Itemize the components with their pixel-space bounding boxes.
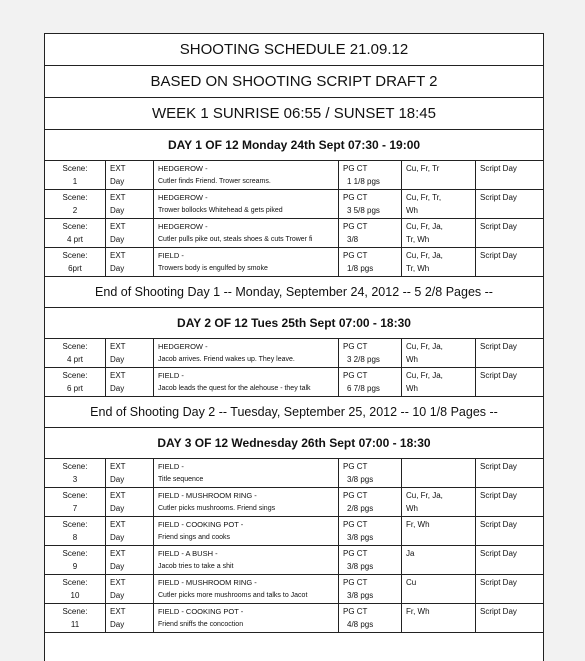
cast-line: Cu, Fr, Ja,: [406, 342, 443, 351]
scene-row: [45, 517, 543, 546]
scene-label: Scene:: [62, 342, 88, 351]
time-of-day: Day: [110, 533, 125, 542]
scene-location: FIELD - COOKING POT -: [158, 520, 244, 529]
int-ext-cell: [106, 339, 153, 367]
script-day-cell: [476, 459, 543, 487]
page-count: 3/8: [347, 235, 359, 244]
description-cell: [154, 161, 338, 189]
script-day: Script Day: [480, 164, 517, 173]
description-cell: [154, 604, 338, 632]
script-day: Script Day: [480, 251, 517, 260]
pg-ct-label: PG CT: [343, 371, 368, 380]
int-ext-cell: [106, 575, 153, 603]
scene-row: [45, 248, 543, 277]
int-ext-cell: [106, 459, 153, 487]
scene-label: Scene:: [62, 462, 88, 471]
scene-row: [45, 459, 543, 488]
cast-line: Fr, Wh: [406, 520, 430, 529]
scene-synopsis: Title sequence: [158, 476, 204, 483]
cast-line: Cu, Fr, Ja,: [406, 491, 443, 500]
description-cell: [154, 219, 338, 247]
scene-number-cell: [45, 161, 106, 189]
int-ext: EXT: [110, 342, 126, 351]
page-count: 3/8 pgs: [347, 475, 374, 484]
cast-cell: [402, 368, 475, 396]
cast-cell: [402, 459, 475, 487]
scene-number: 6 prt: [66, 384, 83, 393]
time-of-day: Day: [110, 355, 125, 364]
cast-cell: [402, 339, 475, 367]
description-cell: [154, 517, 338, 545]
int-ext-cell: [106, 517, 153, 545]
int-ext: EXT: [110, 222, 126, 231]
scene-number: 4 prt: [66, 235, 83, 244]
scene-synopsis: Cutler pulls pike out, steals shoes & cuts Trower fi: [158, 236, 313, 243]
page-count-cell: [339, 517, 401, 545]
scene-location: HEDGEROW -: [158, 222, 208, 231]
time-of-day: Day: [110, 264, 125, 273]
scene-row: [45, 488, 543, 517]
scene-number-cell: [45, 488, 106, 516]
script-day-cell: [476, 339, 543, 367]
int-ext-cell: [106, 546, 153, 574]
scene-number: 6prt: [68, 264, 82, 273]
script-day: Script Day: [480, 607, 517, 616]
pg-ct-label: PG CT: [343, 462, 368, 471]
pg-ct-label: PG CT: [343, 520, 368, 529]
time-of-day: Day: [110, 562, 125, 571]
week-sun-times: WEEK 1 SUNRISE 06:55 / SUNSET 18:45: [45, 98, 543, 130]
int-ext: EXT: [110, 251, 126, 260]
page-count: 6 7/8 pgs: [347, 384, 380, 393]
cast-line: Cu: [406, 578, 417, 587]
page-count-cell: [339, 219, 401, 247]
scene-label: Scene:: [62, 193, 88, 202]
script-day-cell: [476, 161, 543, 189]
scene-row: [45, 161, 543, 190]
page-count: 1 1/8 pgs: [347, 177, 380, 186]
page-count-cell: [339, 488, 401, 516]
script-day: Script Day: [480, 462, 517, 471]
scene-number-cell: [45, 248, 106, 276]
scene-label: Scene:: [62, 251, 88, 260]
description-cell: [154, 368, 338, 396]
scene-row: [45, 575, 543, 604]
script-day-cell: [476, 604, 543, 632]
page-count-cell: [339, 161, 401, 189]
scene-row: [45, 368, 543, 397]
scene-details: [106, 604, 543, 632]
script-draft-line: BASED ON SHOOTING SCRIPT DRAFT 2: [45, 66, 543, 98]
int-ext: EXT: [110, 491, 126, 500]
scene-details: [106, 161, 543, 189]
pg-ct-label: PG CT: [343, 607, 368, 616]
cast-line: Cu, Fr, Ja,: [406, 222, 443, 231]
description-cell: [154, 488, 338, 516]
script-day: Script Day: [480, 491, 517, 500]
scene-number: 9: [72, 562, 78, 571]
scene-number: 4 prt: [66, 355, 83, 364]
cast-cell: [402, 190, 475, 218]
description-cell: [154, 190, 338, 218]
page-count: 3 2/8 pgs: [347, 355, 380, 364]
cast-line: Wh: [406, 206, 418, 215]
cast-cell: [402, 546, 475, 574]
script-day: Script Day: [480, 342, 517, 351]
scene-location: FIELD -: [158, 371, 184, 380]
day-title: DAY 2 OF 12 Tues 25th Sept 07:00 - 18:30: [45, 308, 543, 339]
time-of-day: Day: [110, 620, 125, 629]
int-ext-cell: [106, 248, 153, 276]
scene-label: Scene:: [62, 520, 88, 529]
cast-line: Cu, Fr, Ja,: [406, 251, 443, 260]
scene-synopsis: Cutler picks mushrooms. Friend sings: [158, 505, 276, 512]
description-cell: [154, 546, 338, 574]
cast-line: Wh: [406, 384, 418, 393]
scene-details: [106, 190, 543, 218]
scene-number-cell: [45, 546, 106, 574]
script-day-cell: [476, 546, 543, 574]
scene-number: 1: [72, 177, 78, 186]
script-day: Script Day: [480, 549, 517, 558]
scene-details: [106, 575, 543, 603]
scene-number-cell: [45, 339, 106, 367]
pg-ct-label: PG CT: [343, 549, 368, 558]
scene-number-cell: [45, 517, 106, 545]
scene-location: FIELD -: [158, 462, 184, 471]
scene-row: [45, 339, 543, 368]
scene-number-cell: [45, 190, 106, 218]
scene-number-cell: [45, 604, 106, 632]
int-ext: EXT: [110, 578, 126, 587]
int-ext: EXT: [110, 462, 126, 471]
cast-cell: [402, 219, 475, 247]
scene-location: HEDGEROW -: [158, 342, 208, 351]
int-ext: EXT: [110, 371, 126, 380]
script-day: Script Day: [480, 222, 517, 231]
end-of-day-summary: End of Shooting Day 2 -- Tuesday, September 25, 2012 -- 10 1/8 Pages --: [45, 397, 543, 428]
scene-row: [45, 190, 543, 219]
scene-synopsis: Friend sniffs the concoction: [158, 621, 244, 628]
scene-number-cell: [45, 368, 106, 396]
cast-line: Wh: [406, 504, 418, 513]
scene-location: FIELD - MUSHROOM RING -: [158, 578, 257, 587]
scene-details: [106, 546, 543, 574]
scene-synopsis: Trowers body is engulfed by smoke: [158, 265, 268, 272]
page-count: 1/8 pgs: [347, 264, 374, 273]
scene-number: 3: [72, 475, 78, 484]
scene-details: [106, 517, 543, 545]
description-cell: [154, 339, 338, 367]
time-of-day: Day: [110, 504, 125, 513]
time-of-day: Day: [110, 384, 125, 393]
script-day: Script Day: [480, 371, 517, 380]
scene-location: HEDGEROW -: [158, 164, 208, 173]
schedule-title: SHOOTING SCHEDULE 21.09.12: [45, 34, 543, 66]
scene-row: [45, 546, 543, 575]
cast-line: Ja: [406, 549, 415, 558]
day-title: DAY 1 OF 12 Monday 24th Sept 07:30 - 19:00: [45, 130, 543, 161]
scene-label: Scene:: [62, 371, 88, 380]
scene-location: FIELD - A BUSH -: [158, 549, 218, 558]
script-day-cell: [476, 517, 543, 545]
day-title: DAY 3 OF 12 Wednesday 26th Sept 07:00 - 18:30: [45, 428, 543, 459]
scene-synopsis: Trower bollocks Whitehead & gets piked: [158, 207, 283, 214]
cast-cell: [402, 488, 475, 516]
scene-row: [45, 219, 543, 248]
scene-location: FIELD - COOKING POT -: [158, 607, 244, 616]
cast-line: Tr, Wh: [406, 235, 430, 244]
pg-ct-label: PG CT: [343, 578, 368, 587]
cast-cell: [402, 604, 475, 632]
cast-line: Fr, Wh: [406, 607, 430, 616]
scene-details: [106, 339, 543, 367]
scene-number: 10: [70, 591, 80, 600]
page-count-cell: [339, 546, 401, 574]
cast-line: Wh: [406, 355, 418, 364]
scene-number: 7: [72, 504, 78, 513]
int-ext-cell: [106, 368, 153, 396]
cast-line: Cu, Fr, Ja,: [406, 371, 443, 380]
scene-label: Scene:: [62, 491, 88, 500]
scene-details: [106, 459, 543, 487]
cast-cell: [402, 248, 475, 276]
page-count: 2/8 pgs: [347, 504, 374, 513]
scene-label: Scene:: [62, 607, 88, 616]
scene-label: Scene:: [62, 222, 88, 231]
int-ext-cell: [106, 488, 153, 516]
script-day-cell: [476, 368, 543, 396]
int-ext-cell: [106, 161, 153, 189]
pg-ct-label: PG CT: [343, 222, 368, 231]
scene-location: HEDGEROW -: [158, 193, 208, 202]
scene-number-cell: [45, 219, 106, 247]
scene-synopsis: Jacob tries to take a shit: [158, 563, 234, 570]
page-count: 3/8 pgs: [347, 562, 374, 571]
time-of-day: Day: [110, 235, 125, 244]
time-of-day: Day: [110, 206, 125, 215]
page-count-cell: [339, 190, 401, 218]
page-count-cell: [339, 339, 401, 367]
scene-synopsis: Jacob arrives. Friend wakes up. They leave.: [158, 356, 295, 363]
scene-synopsis: Cutler finds Friend. Trower screams.: [158, 178, 271, 185]
scene-location: FIELD - MUSHROOM RING -: [158, 491, 257, 500]
pg-ct-label: PG CT: [343, 164, 368, 173]
scene-label: Scene:: [62, 549, 88, 558]
scene-details: [106, 248, 543, 276]
scene-row: [45, 604, 543, 633]
description-cell: [154, 248, 338, 276]
page-count: 4/8 pgs: [347, 620, 374, 629]
scene-details: [106, 219, 543, 247]
int-ext-cell: [106, 190, 153, 218]
scene-number-cell: [45, 575, 106, 603]
script-day-cell: [476, 190, 543, 218]
schedule-days: [45, 130, 543, 633]
scene-synopsis: Cutler picks more mushrooms and talks to Jacot: [158, 592, 308, 599]
cast-line: Tr, Wh: [406, 264, 430, 273]
int-ext-cell: [106, 219, 153, 247]
script-day: Script Day: [480, 520, 517, 529]
time-of-day: Day: [110, 475, 125, 484]
page-count: 3/8 pgs: [347, 591, 374, 600]
cast-line: Cu, Fr, Tr,: [406, 193, 442, 202]
script-day-cell: [476, 219, 543, 247]
time-of-day: Day: [110, 591, 125, 600]
pg-ct-label: PG CT: [343, 491, 368, 500]
int-ext: EXT: [110, 164, 126, 173]
scene-label: Scene:: [62, 164, 88, 173]
page-count: 3/8 pgs: [347, 533, 374, 542]
cast-cell: [402, 517, 475, 545]
pg-ct-label: PG CT: [343, 193, 368, 202]
page-count: 3 5/8 pgs: [347, 206, 380, 215]
scene-number: 2: [72, 206, 78, 215]
page-count-cell: [339, 459, 401, 487]
description-cell: [154, 575, 338, 603]
scene-synopsis: Friend sings and cooks: [158, 534, 230, 541]
page-count-cell: [339, 604, 401, 632]
scene-location: FIELD -: [158, 251, 184, 260]
cast-line: Cu, Fr, Tr: [406, 164, 440, 173]
scene-number: 8: [72, 533, 78, 542]
scene-label: Scene:: [62, 578, 88, 587]
scene-details: [106, 488, 543, 516]
script-day: Script Day: [480, 578, 517, 587]
description-cell: [154, 459, 338, 487]
int-ext: EXT: [110, 193, 126, 202]
scene-synopsis: Jacob leads the quest for the alehouse - they talk: [158, 385, 311, 392]
int-ext-cell: [106, 604, 153, 632]
pg-ct-label: PG CT: [343, 251, 368, 260]
int-ext: EXT: [110, 520, 126, 529]
script-day-cell: [476, 248, 543, 276]
int-ext: EXT: [110, 607, 126, 616]
int-ext: EXT: [110, 549, 126, 558]
scene-number: 11: [70, 620, 80, 629]
page-count-cell: [339, 368, 401, 396]
time-of-day: Day: [110, 177, 125, 186]
script-day-cell: [476, 575, 543, 603]
script-day: Script Day: [480, 193, 517, 202]
scene-number-cell: [45, 459, 106, 487]
end-of-day-summary: End of Shooting Day 1 -- Monday, September 24, 2012 -- 5 2/8 Pages --: [45, 277, 543, 308]
pg-ct-label: PG CT: [343, 342, 368, 351]
page-count-cell: [339, 575, 401, 603]
scene-details: [106, 368, 543, 396]
script-day-cell: [476, 488, 543, 516]
cast-cell: [402, 161, 475, 189]
page-count-cell: [339, 248, 401, 276]
schedule-page: [44, 33, 544, 661]
cast-cell: [402, 575, 475, 603]
